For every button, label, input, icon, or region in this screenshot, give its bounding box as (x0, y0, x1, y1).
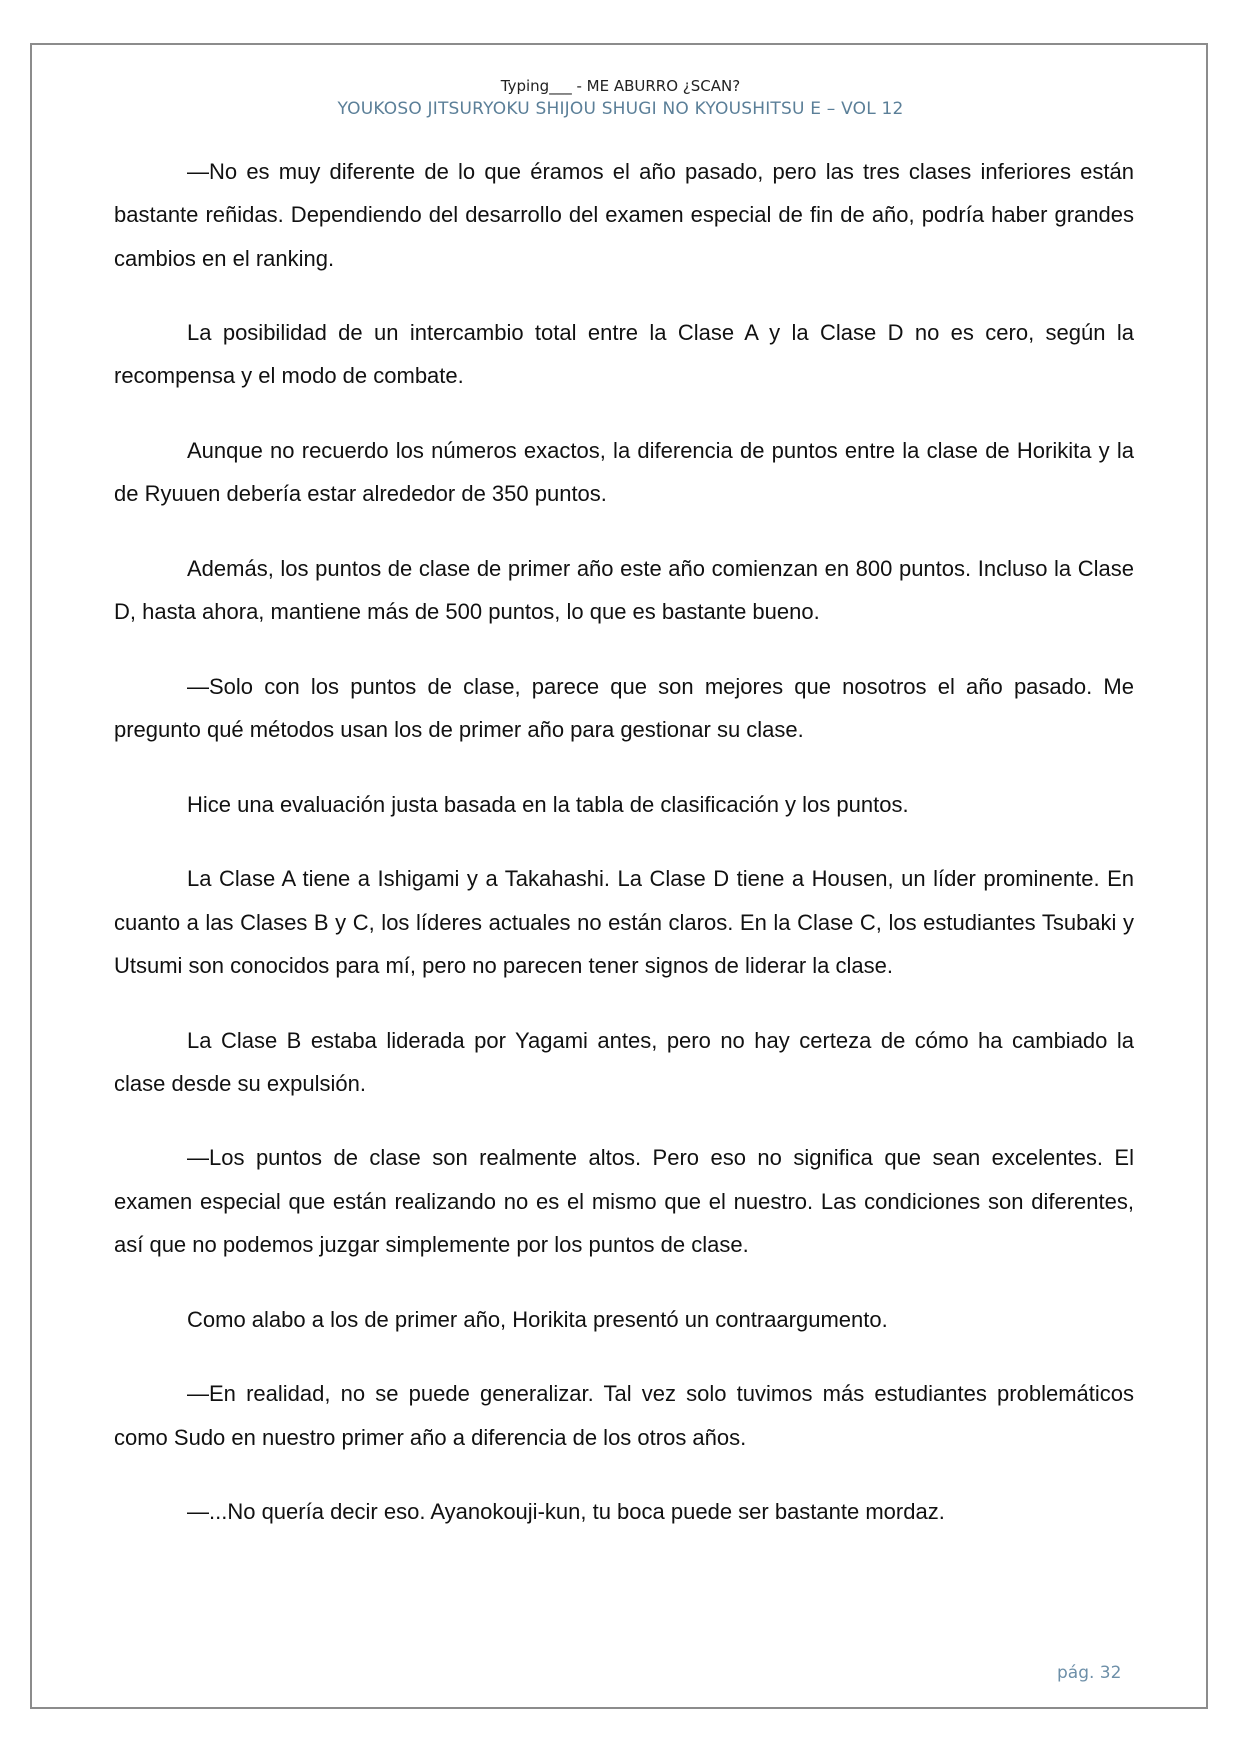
paragraph: —Los puntos de clase son realmente altos. Pero eso no significa que sean excelentes. El examen especial que están realizando no es el mismo que el nuestro. Las condiciones son diferentes, así que no podemos juzgar simplemente por los puntos de clase. (114, 1145, 1134, 1258)
header-book-title: YOUKOSO JITSURYOKU SHIJOU SHUGI NO KYOUSHITSU E – VOL 12 (337, 99, 904, 119)
paragraph: —No es muy diferente de lo que éramos el año pasado, pero las tres clases inferiores están bastante reñidas. Dependiendo del desarrollo del examen especial de fin de año, podría haber grandes cambios en el ranking. (114, 159, 1134, 271)
paragraph: Como alabo a los de primer año, Horikita presentó un contraargumento. (187, 1306, 888, 1332)
paragraph: Aunque no recuerdo los números exactos, la diferencia de puntos entre la clase de Horikita y la de Ryuuen debería estar alrededor de 350 puntos. (114, 438, 1134, 507)
paragraph: Además, los puntos de clase de primer año este año comienzan en 800 puntos. Incluso la Clase D, hasta ahora, mantiene más de 500 puntos, lo que es bastante bueno. (114, 555, 1134, 625)
page-body (114, 150, 1134, 1565)
page-number: pág. 32 (1057, 1663, 1122, 1683)
header-credit: Typing___ - ME ABURRO ¿SCAN? (500, 77, 741, 95)
paragraph: —Solo con los puntos de clase, parece que son mejores que nosotros el año pasado. Me pregunto qué métodos usan los de primer año para gestionar su clase. (114, 673, 1134, 743)
paragraph: —En realidad, no se puede generalizar. Tal vez solo tuvimos más estudiantes problemáticos como Sudo en nuestro primer año a diferencia de los otros años. (114, 1381, 1134, 1450)
paragraph: La Clase A tiene a Ishigami y a Takahashi. La Clase D tiene a Housen, un líder prominente. En cuanto a las Clases B y C, los líderes actuales no están claros. En la Clase C, los estudiantes Tsubaki y Utsumi son conocidos para mí, pero no parecen tener signos de liderar la clase. (114, 866, 1134, 978)
paragraph: Hice una evaluación justa basada en la tabla de clasificación y los puntos. (187, 791, 909, 817)
paragraph: La posibilidad de un intercambio total entre la Clase A y la Clase D no es cero, según la recompensa y el modo de combate. (114, 320, 1134, 389)
page-header (0, 75, 1241, 121)
paragraph: La Clase B estaba liderada por Yagami antes, pero no hay certeza de cómo ha cambiado la clase desde su expulsión. (114, 1027, 1134, 1096)
paragraph: —...No quería decir eso. Ayanokouji-kun, tu boca puede ser bastante mordaz. (187, 1499, 945, 1525)
